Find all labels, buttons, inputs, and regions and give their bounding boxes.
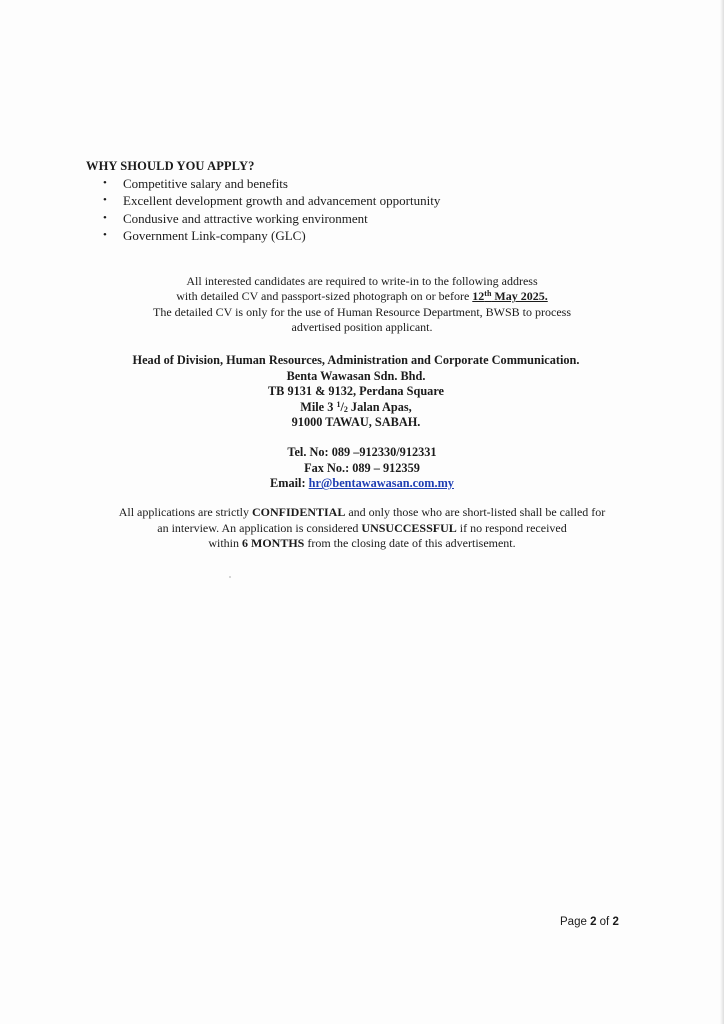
page-number [560,916,619,928]
notice-text: and only those who are short-listed shall be called for [345,505,606,519]
scan-edge-shadow [720,0,724,1024]
section-heading: WHY SHOULD YOU APPLY? [86,159,255,173]
notice-line-1 [62,505,662,521]
instructions-line-1: All interested candidates are required to write-in to the following address [186,274,538,288]
page-word: Page [560,916,591,928]
notice-text: if no respond received [456,520,567,535]
closing-date [472,289,547,303]
closing-date-day: 12 [472,289,485,304]
unsuccessful-emphasis: UNSUCCESSFUL [361,520,457,535]
closing-date-ordinal: th [484,289,492,299]
address-fraction-slash: / [340,399,344,414]
closing-date-rest: May 2025. [491,289,548,304]
address-fraction-num: 1 [336,399,341,409]
address-mile [56,400,656,416]
email-label: Email: [270,476,309,491]
list-item [86,175,440,192]
instructions-line-3: The detailed CV is only for the use of Human Resource Department, BWSB to process [152,304,572,319]
list-item [86,192,440,209]
bullet-icon: • [103,194,107,207]
mailing-address [62,353,662,431]
bullet-icon: • [103,228,107,241]
fax-number: Fax No.: 089 – 912359 [304,460,420,475]
list-item [86,227,440,244]
address-mile-prefix: Mile 3 [300,399,337,414]
notice-line-3 [62,536,662,552]
notice-text: All applications are strictly [118,505,252,519]
scan-speck [229,576,231,578]
current-page: 2 [590,916,597,928]
address-street: TB 9131 & 9132, Perdana Square [267,384,445,399]
bullet-icon: • [103,211,107,224]
address-mile-suffix: Jalan Apas, [347,399,412,414]
period-emphasis: 6 MONTHS [242,536,305,550]
list-item [86,210,440,227]
confidentiality-notice [62,505,662,552]
instructions-line-2-text: with detailed CV and passport-sized photograph on or before [176,289,473,304]
notice-text: from the closing date of this advertisement. [304,536,516,550]
address-city: 91000 TAWAU, SABAH. [291,415,421,430]
notice-line-2 [62,521,662,537]
confidential-emphasis: CONFIDENTIAL [252,505,346,519]
benefit-text: Competitive salary and benefits [123,176,288,191]
address-fraction-den: 2 [343,404,348,414]
benefit-text: Excellent development growth and advancement opportunity [123,193,441,209]
application-instructions [62,274,662,335]
email-line [62,476,662,492]
of-word: of [596,916,613,928]
benefits-list [86,175,440,244]
instructions-line-2 [62,289,662,304]
notice-text: within [208,536,243,550]
benefit-text: Government Link-company (GLC) [123,227,306,243]
notice-text: an interview. An application is considered [157,520,362,535]
bullet-icon: • [103,177,107,189]
contact-details [62,445,662,492]
email-link[interactable]: hr@bentawawasan.com.my [308,476,454,491]
address-company: Benta Wawasan Sdn. Bhd. [286,368,426,383]
address-recipient: Head of Division, Human Resources, Administration and Corporate Communication. [132,353,580,367]
instructions-line-4: advertised position applicant. [291,319,433,334]
benefit-text: Condusive and attractive working environment [123,210,368,226]
total-pages: 2 [612,916,619,928]
telephone-number: Tel. No: 089 –912330/912331 [287,445,437,459]
